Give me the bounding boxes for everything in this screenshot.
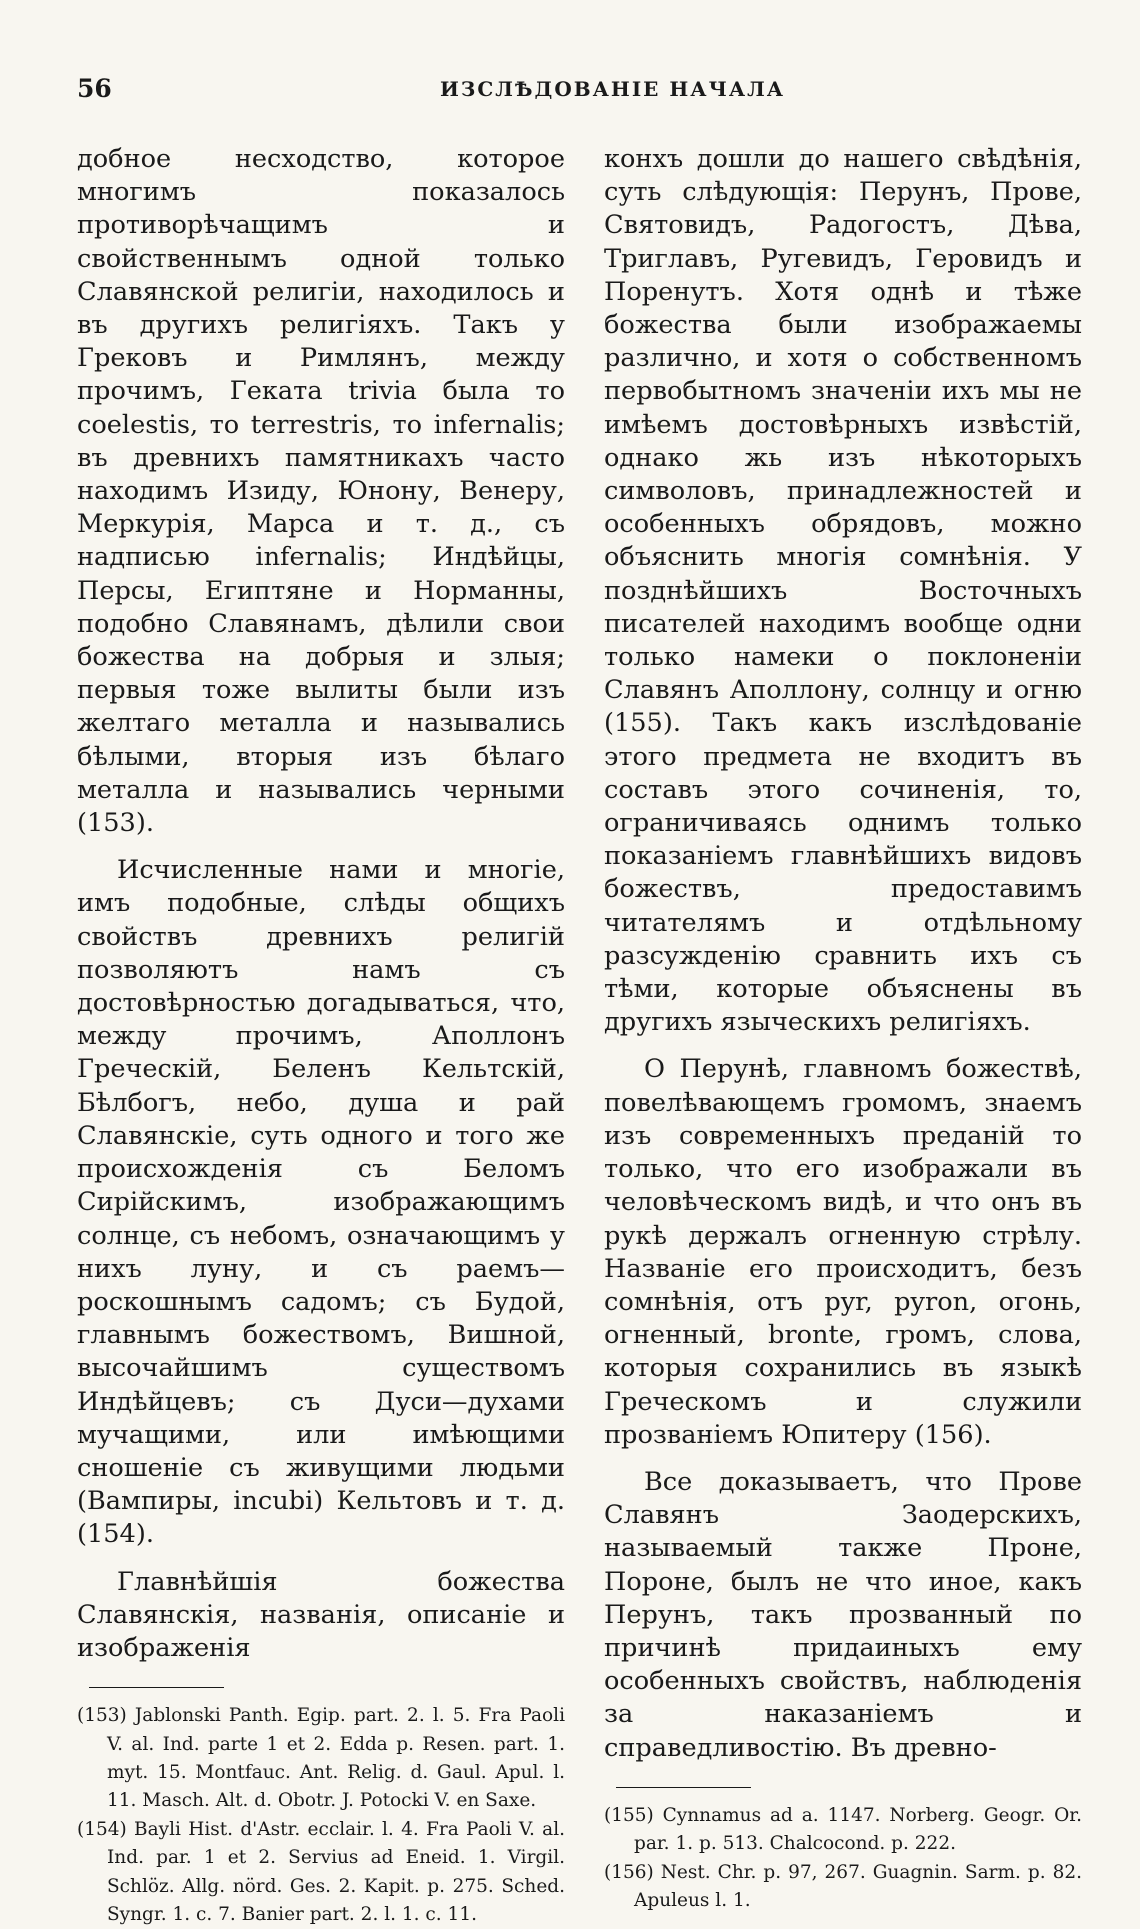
right-column [604, 143, 1082, 1915]
footnote-rule [616, 1787, 751, 1788]
footnote: (155) Cynnamus ad a. 1147. Norberg. Geogr. Or. par. 1. p. 513. Chalcocond. p. 222. [604, 1804, 1082, 1855]
paragraph: Исчисленные нами и многіе, имъ подобные, слѣды общихъ свойствъ древнихъ религій позволяютъ намъ съ достовѣрностью догадываться, что, между прочимъ, Аполлонъ Греческій, Беленъ Кельтскій, Бѣлбогъ, небо, душа и рай Славянскіе, суть одного и того же происхожденія съ Беломъ Сирійскимъ, изображающимъ солнце, съ небомъ, означающимъ у нихъ луну, и съ раемъ—роскошнымъ садомъ; съ Будой, главнымъ божествомъ, Вишной, высочайшимъ существомъ Индѣйцевъ; съ Дуси—духами мучащими, или имѣющими сношеніе съ живущими людьми (Вампиры, incubi) Кельтовъ и т. д. (154). [77, 855, 565, 1550]
running-title: ИЗСЛѢДОВАНІЕ НАЧАЛА [440, 77, 786, 101]
paragraph: добное несходство, которое многимъ показалось противорѣчащимъ и свойственнымъ одной только Славянской религіи, находилось и въ другихъ религіяхъ. Такъ у Грековъ и Римлянъ, между прочимъ, Геката trivia была то coelestis, то terrestris, то infernalis; въ древнихъ памятникахъ часто находимъ Изиду, Юнону, Венеру, Меркурія, Марса и т. д., съ надписью infernalis; Индѣйцы, Персы, Египтяне и Норманны, подобно Славянамъ, дѣлили свои божества на добрыя и злыя; первыя тоже вылиты были изъ желтаго металла и назывались бѣлыми, вторыя изъ бѣлаго металла и назывались черными (153). [77, 144, 565, 839]
right-body [604, 143, 1082, 1765]
footnote: (154) Bayli Hist. d'Astr. ecclair. l. 4. Fra Paoli V. al. Ind. par. 1 et 2. Servius ad Eneid. 1. Virgil. Schlöz. Allg. nörd. Ges. 2. Kapit. p. 275. Sched. Syngr. 1. c. 7. Banier part. 2. l. 1. c. 11. [77, 1818, 565, 1925]
paragraph: Все доказываетъ, что Прове Славянъ Заодерскихъ, называемый также Проне, Пороне, былъ не что иное, какъ Перунъ, такъ прозванный по причинѣ придаиныхъ ему особенныхъ свойствъ, наблюденія за наказаніемъ и справедливостію. Въ древно- [604, 1466, 1082, 1763]
footnote-rule [89, 1687, 224, 1688]
footnote: (156) Nest. Chr. p. 97, 267. Guagnin. Sarm. p. 82. Apuleus l. 1. [604, 1861, 1082, 1911]
page-number: 56 [77, 74, 112, 103]
left-body [77, 143, 565, 1665]
paragraph: Главнѣйшія божества Славянскія, названія, описаніе и изображенія [77, 1566, 565, 1663]
left-column [77, 143, 565, 1929]
footnote: (153) Jablonski Panth. Egip. part. 2. l. 5. Fra Paoli V. al. Ind. parte 1 et 2. Edda p. Resen. part. 1. myt. 15. Montfauc. Ant. Relig. d. Gaul. Apul. l. 11. Masch. Alt. d. Obotr. J. Potocki V. en Saxe. [77, 1705, 565, 1812]
paragraph: О Перунѣ, главномъ божествѣ, повелѣвающемъ громомъ, знаемъ изъ современныхъ преданій то только, что его изображали въ человѣческомъ видѣ, и что онъ въ рукѣ держалъ огненную стрѣлу. Названіе его происходитъ, безъ сомнѣнія, отъ pyr, pyron, огонь, огненный, bronte, громъ, слова, которыя сохранились въ языкѣ Греческомъ и служили прозваніемъ Юпитеру (156). [604, 1054, 1082, 1450]
paragraph: конхъ дошли до нашего свѣдѣнія, суть слѣдующія: Перунъ, Прове, Святовидъ, Радогостъ, Дѣва, Триглавъ, Ругевидъ, Геровидъ и Поренутъ. Хотя однѣ и тѣже божества были изображаемы различно, и хотя о собственномъ первобытномъ значеніи ихъ мы не имѣемъ достовѣрныхъ извѣстій, однако жь изъ нѣкоторыхъ символовъ, принадлежностей и особенныхъ обрядовъ, можно объяснить многія сомнѣнія. У позднѣйшихъ Восточныхъ писателей находимъ вообще одни только намеки о поклоненіи Славянъ Аполлону, солнцу и огню (155). Такъ какъ изслѣдованіе этого предмета не входитъ въ составъ этого сочиненія, то, ограничиваясь однимъ только показаніемъ главнѣйшихъ видовъ божествъ, предоставимъ читателямъ и отдѣльному разсужденію сравнить ихъ съ тѣми, которые объяснены въ другихъ языческихъ религіяхъ. [604, 144, 1082, 1038]
